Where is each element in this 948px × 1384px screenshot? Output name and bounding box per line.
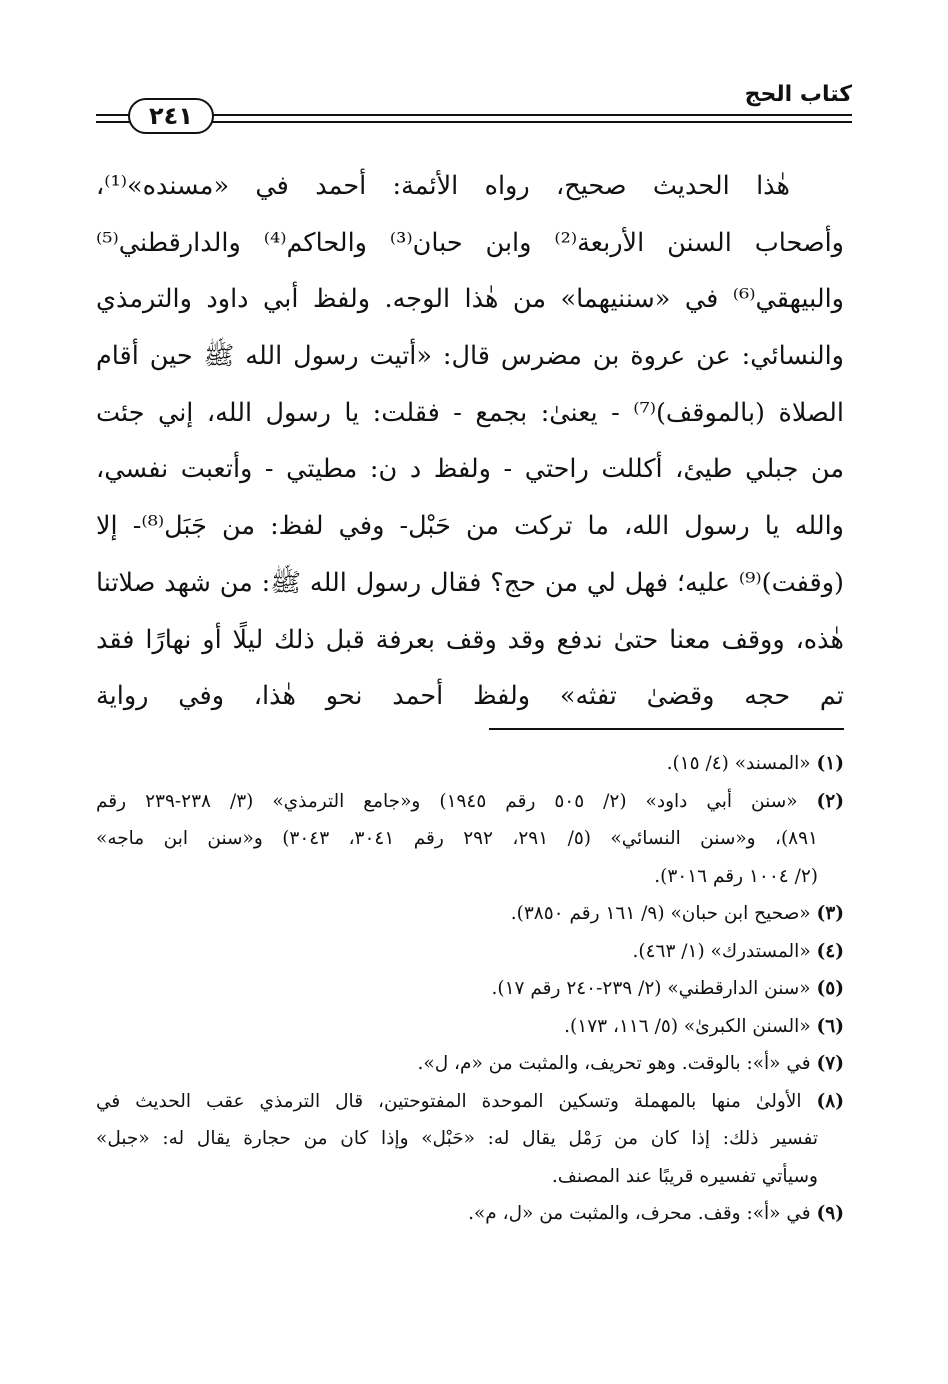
footnote-separator	[489, 728, 844, 730]
footnote-text: «السنن الكبرىٰ» (٥/ ١١٦، ١٧٣).	[564, 1015, 811, 1037]
footnote-4	[96, 933, 844, 971]
footnote-number: (١)	[816, 753, 844, 774]
footnote-8	[96, 1083, 844, 1121]
text-line: وأصحاب السنن الأربعة⁽²⁾ وابن حبان⁽³⁾ والحاكم⁽⁴⁾ والدارقطني⁽⁵⁾	[96, 227, 844, 258]
footnote-number: (٩)	[816, 1203, 844, 1224]
footnote-text: «صحيح ابن حبان» (٩/ ١٦١ رقم ٣٨٥٠).	[510, 903, 811, 924]
footnote-text: «المستدرك» (١/ ٤٦٣).	[632, 940, 811, 962]
footnote-1	[96, 745, 844, 783]
footnotes	[96, 745, 844, 1233]
text-line: من جبلي طيئ، أكللت راحتي - ولفظ د ن: مطيتي - وأتعبت نفسي،	[96, 454, 844, 485]
text-line: (وقفت)⁽⁹⁾ عليه؛ فهل لي من حج؟ فقال رسول الله ﷺ: من شهد صلاتنا	[96, 567, 844, 598]
footnote-text: الأولىٰ منها بالمهملة وتسكين الموحدة المفتوحتين، قال الترمذي عقب الحديث في	[96, 1090, 802, 1112]
footnote-2-cont: (٢/ ١٠٠٤ رقم ٣٠١٦).	[654, 865, 818, 887]
footnote-8-cont: وسيأتي تفسيره قريبًا عند المصنف.	[551, 1165, 818, 1187]
footnote-number: (٢)	[816, 790, 844, 812]
text-line: الصلاة (بالموقف)⁽⁷⁾ - يعنىٰ: بجمع - فقلت: يا رسول الله، إني جئت	[96, 397, 844, 428]
footnote-6	[96, 1008, 844, 1046]
footnote-number: (٦)	[816, 1015, 844, 1037]
footnote-text: «المسند» (٤/ ١٥).	[666, 753, 811, 774]
page-number: ٢٤١	[128, 98, 214, 134]
footnote-number: (٣)	[816, 903, 844, 924]
footnote-5	[96, 970, 844, 1008]
footnote-text: في «أ»: وقف. محرف، والمثبت من «ل، م».	[468, 1203, 811, 1224]
footnote-2	[96, 783, 844, 821]
text-line: هٰذه، ووقف معنا حتىٰ ندفع وقد وقف بعرفة قبل ذلك ليلًا أو نهارًا فقد	[96, 624, 844, 655]
footnote-number: (٤)	[816, 940, 844, 962]
footnote-3	[96, 895, 844, 933]
chapter-title: كتاب الحج	[737, 82, 852, 107]
main-text	[96, 158, 844, 725]
text-line: والله يا رسول الله، ما تركت من حَبْل- وفي لفظ: من جَبَل⁽⁸⁾- إلا	[96, 511, 844, 542]
footnote-number: (٥)	[816, 978, 844, 999]
footnote-2-cont: ٨٩١)، و«سنن النسائي» (٥/ ٢٩١، ٢٩٢ رقم ٣٠٤١، ٣٠٤٣) و«سنن ابن ماجه»	[96, 828, 818, 849]
footnote-text: «سنن الدارقطني» (٢/ ٢٣٩-٢٤٠ رقم ١٧).	[491, 978, 811, 999]
footnote-8-cont: تفسير ذلك: إذا كان من رَمْل يقال له: «حَبْل» وإذا كان من حجارة يقال له: «جبل»	[96, 1128, 818, 1149]
text-line: والبيهقي⁽⁶⁾ في «سننيهما» من هٰذا الوجه. ولفظ أبي داود والترمذي	[96, 284, 844, 315]
footnote-text: «سنن أبي داود» (٢/ ٥٠٥ رقم ١٩٤٥) و«جامع الترمذي» (٣/ ٢٣٨-٢٣٩ رقم	[96, 790, 798, 812]
footnote-7	[96, 1045, 844, 1083]
text-line: والنسائي: عن عروة بن مضرس قال: «أتيت رسول الله ﷺ حين أقام	[96, 341, 844, 372]
footnote-9	[96, 1195, 844, 1233]
text-line: تم حجه وقضىٰ تفثه» ولفظ أحمد نحو هٰذا، وفي رواية	[96, 681, 844, 712]
footnote-number: (٨)	[816, 1090, 844, 1112]
footnote-text: في «أ»: بالوقت. وهو تحريف، والمثبت من «م، ل».	[417, 1053, 811, 1074]
text-line: هٰذا الحديث صحيح، رواه الأئمة: أحمد في «مسنده»⁽¹⁾،	[96, 171, 790, 201]
footnote-number: (٧)	[816, 1053, 844, 1074]
page-header	[96, 80, 852, 130]
